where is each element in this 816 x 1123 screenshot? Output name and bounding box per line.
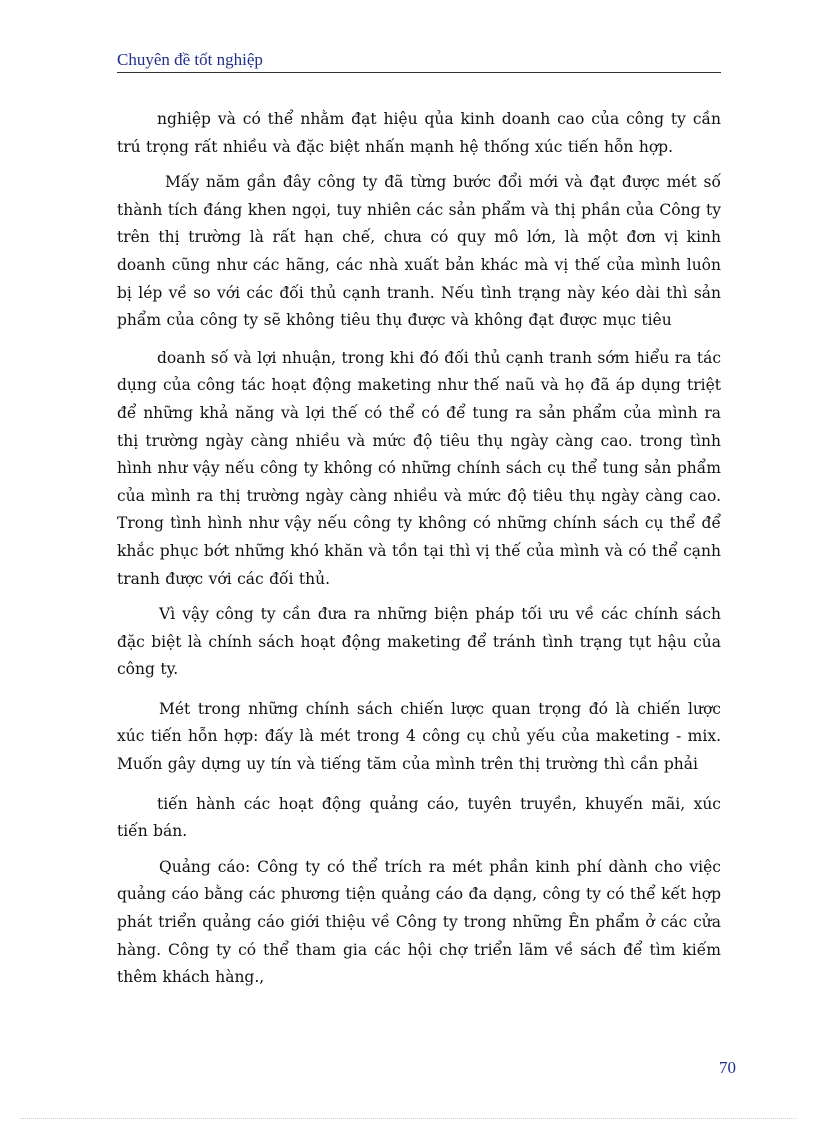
page-header [117, 48, 721, 73]
paragraph-1: nghiệp và có thể nhằm đạt hiệu qủa kinh doanh cao của công ty cần trú trọng rất nhiều và đặc biệt nhấn mạnh hệ thống xúc tiến hỗn hợp. [117, 110, 721, 156]
paragraph-5: Mét trong những chính sách chiến lược quan trọng đó là chiến lược xúc tiến hỗn hợp: đấy là mét trong 4 công cụ chủ yếu của maketing - mix. Muốn gây dựng uy tín và tiếng tăm của mình trên thị trường thì cần phải [117, 699, 721, 774]
paragraph-3: doanh số và lợi nhuận, trong khi đó đối thủ cạnh tranh sớm hiểu ra tác dụng của công tác hoạt động maketing như thế naũ và họ đã áp dụng triệt để những khả năng và lợi thế có thể có để tung ra sản phẩm của mình ra thị trường ngày càng nhiều và mức độ tiêu thụ ngày càng cao. trong tình hình như vậy nếu công ty không có những chính sách cụ thể tung sản phẩm của mình ra thị trường ngày càng nhiều và mức độ tiêu thụ ngày càng cao. Trong tình hình như vậy nếu công ty không có những chính sách cụ thể để khắc phục bớt những khó khăn và tồn tại thì vị thế của mình và có thể cạnh tranh được với các đối thủ. [117, 348, 721, 588]
paragraph-7: Quảng cáo: Công ty có thể trích ra mét phần kinh phí dành cho việc quảng cáo bằng các phương tiện quảng cáo đa dạng, công ty có thể kết hợp phát triển quảng cáo giới thiệu về Công ty trong những Ên phẩm ở các cửa hàng. Công ty có thể tham gia các hội chợ triển lãm về sách để tìm kiếm thêm khách hàng., [117, 857, 721, 987]
bottom-divider [20, 1118, 796, 1119]
body-text [117, 106, 721, 992]
paragraph-4: Vì vậy công ty cần đưa ra những biện pháp tối ưu về các chính sách đặc biệt là chính sách hoạt động maketing để tránh tình trạng tụt hậu của công ty. [117, 605, 721, 679]
page-number: 70 [719, 1058, 736, 1077]
paragraph-2: Mấy năm gần đây công ty đã từng bước đổi mới và đạt được mét số thành tích đáng khen ngọi, tuy nhiên các sản phẩm và thị phần của Công ty trên thị trường là rất hạn chế, chưa có quy mô lớn, là một đơn vị kinh doanh cũng như các hãng, các nhà xuất bản khác mà vị thế của mình luôn bị lép về so với các đối thủ cạnh tranh. Nếu tình trạng này kéo dài thì sản phẩm của công ty sẽ không tiêu thụ được và không đạt được mục tiêu [117, 173, 721, 330]
header-title: Chuyên đề tốt nghiệp [117, 50, 263, 69]
paragraph-6: tiến hành các hoạt động quảng cáo, tuyên truyền, khuyến mãi, xúc tiến bán. [117, 794, 721, 841]
